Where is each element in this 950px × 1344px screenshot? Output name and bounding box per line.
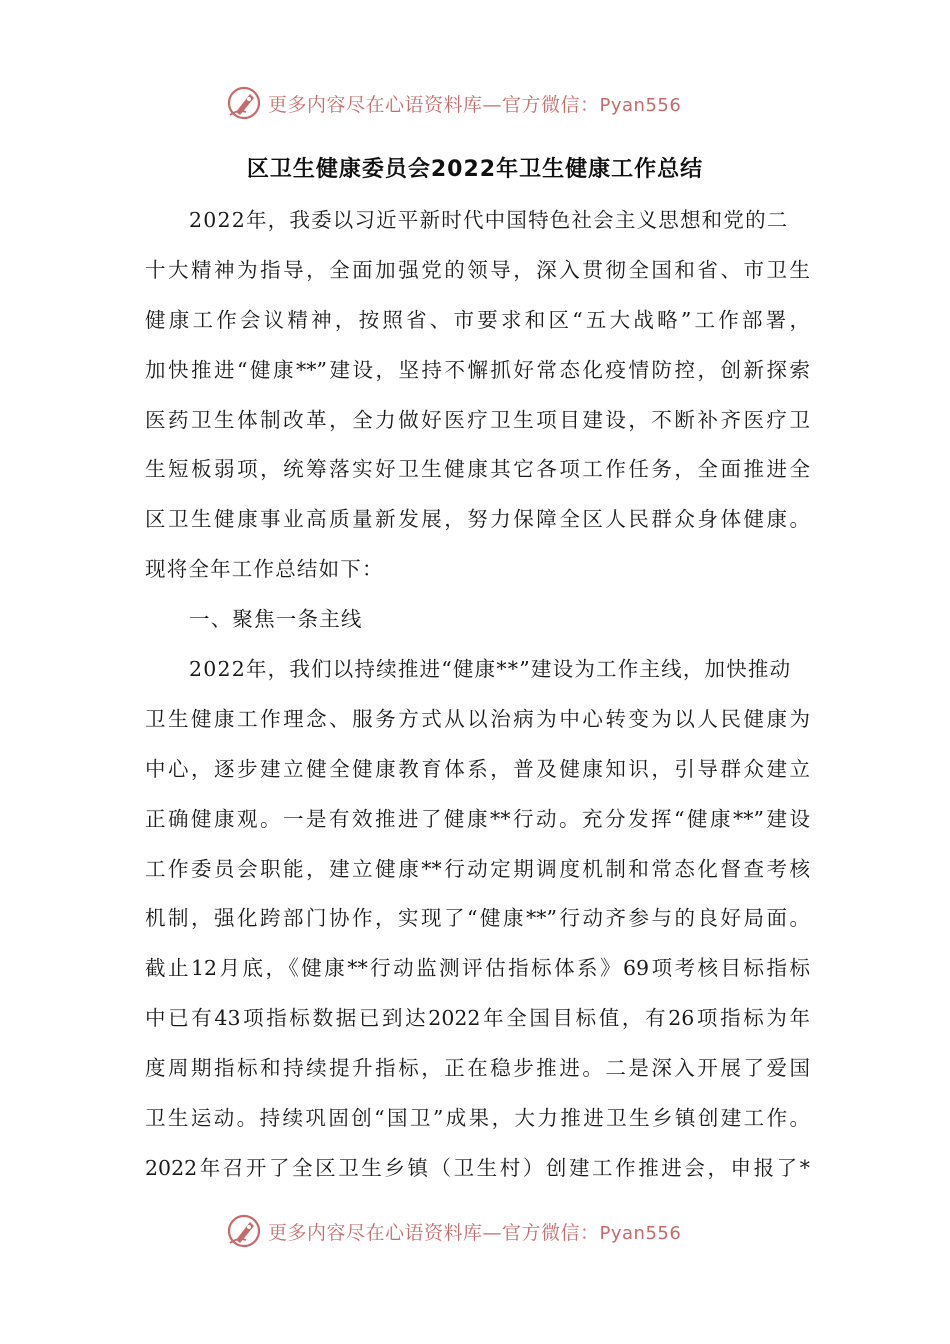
paragraph-line: 医药卫生体制改革，全力做好医疗卫生项目建设，不断补齐医疗卫 <box>145 407 810 432</box>
paragraph-line: 工作委员会职能，建立健康**行动定期调度机制和常态化督查考核 <box>145 856 810 881</box>
paragraph-line: 截止12月底，《健康**行动监测评估指标体系》69项考核目标指标 <box>145 956 810 981</box>
paragraph-line: 健康工作会议精神，按照省、市要求和区“五大战略”工作部署， <box>145 307 810 332</box>
paragraph-line: 正确健康观。一是有效推进了健康**行动。充分发挥“健康**”建设 <box>145 806 810 831</box>
pen-nib-logo-icon <box>226 85 262 121</box>
section-heading: 一、聚焦一条主线 <box>189 607 363 632</box>
footer-banner[interactable] <box>226 1211 726 1251</box>
paragraph-line: 度周期指标和持续提升指标，正在稳步推进。二是深入开展了爱国 <box>145 1056 810 1081</box>
paragraph-line: 2022年召开了全区卫生乡镇（卫生村）创建工作推进会，申报了* <box>145 1155 810 1180</box>
wechat-id: Pyan556 <box>599 94 682 116</box>
paragraph-line: 十大精神为指导，全面加强党的领导，深入贯彻全国和省、市卫生 <box>145 257 810 282</box>
paragraph-line: 加快推进“健康**”建设，坚持不懈抓好常态化疫情防控，创新探索 <box>145 357 810 382</box>
header-banner[interactable] <box>226 83 726 123</box>
banner-label: 更多内容尽在心语资料库—官方微信： <box>268 1221 600 1244</box>
paragraph-line: 生短板弱项，统筹落实好卫生健康其它各项工作任务，全面推进全 <box>145 457 810 482</box>
pen-nib-logo-icon <box>226 1213 262 1249</box>
paragraph-line: 卫生健康工作理念、服务方式从以治病为中心转变为以人民健康为 <box>145 706 810 731</box>
paragraph-line: 2022年，我们以持续推进“健康**”建设为工作主线，加快推动 <box>189 657 792 682</box>
banner-text <box>268 90 681 117</box>
paragraph-line: 2022年，我委以习近平新时代中国特色社会主义思想和党的二 <box>189 208 789 232</box>
banner-text <box>268 1218 681 1245</box>
banner-label: 更多内容尽在心语资料库—官方微信： <box>268 93 600 116</box>
paragraph-line: 区卫生健康事业高质量新发展，努力保障全区人民群众身体健康。 <box>145 507 810 532</box>
document-body <box>145 196 810 1194</box>
paragraph-line: 机制，强化跨部门协作，实现了“健康**”行动齐参与的良好局面。 <box>145 906 810 931</box>
wechat-id: Pyan556 <box>599 1222 682 1244</box>
paragraph-line: 中已有43项指标数据已到达2022年全国目标值，有26项指标为年 <box>145 1006 810 1031</box>
paragraph-line: 卫生运动。持续巩固创“国卫”成果，大力推进卫生乡镇创建工作。 <box>145 1106 810 1131</box>
paragraph-line: 中心，逐步建立健全健康教育体系，普及健康知识，引导群众建立 <box>145 756 810 781</box>
paragraph-line: 现将全年工作总结如下： <box>145 557 384 582</box>
document-title: 区卫生健康委员会2022年卫生健康工作总结 <box>246 157 704 182</box>
